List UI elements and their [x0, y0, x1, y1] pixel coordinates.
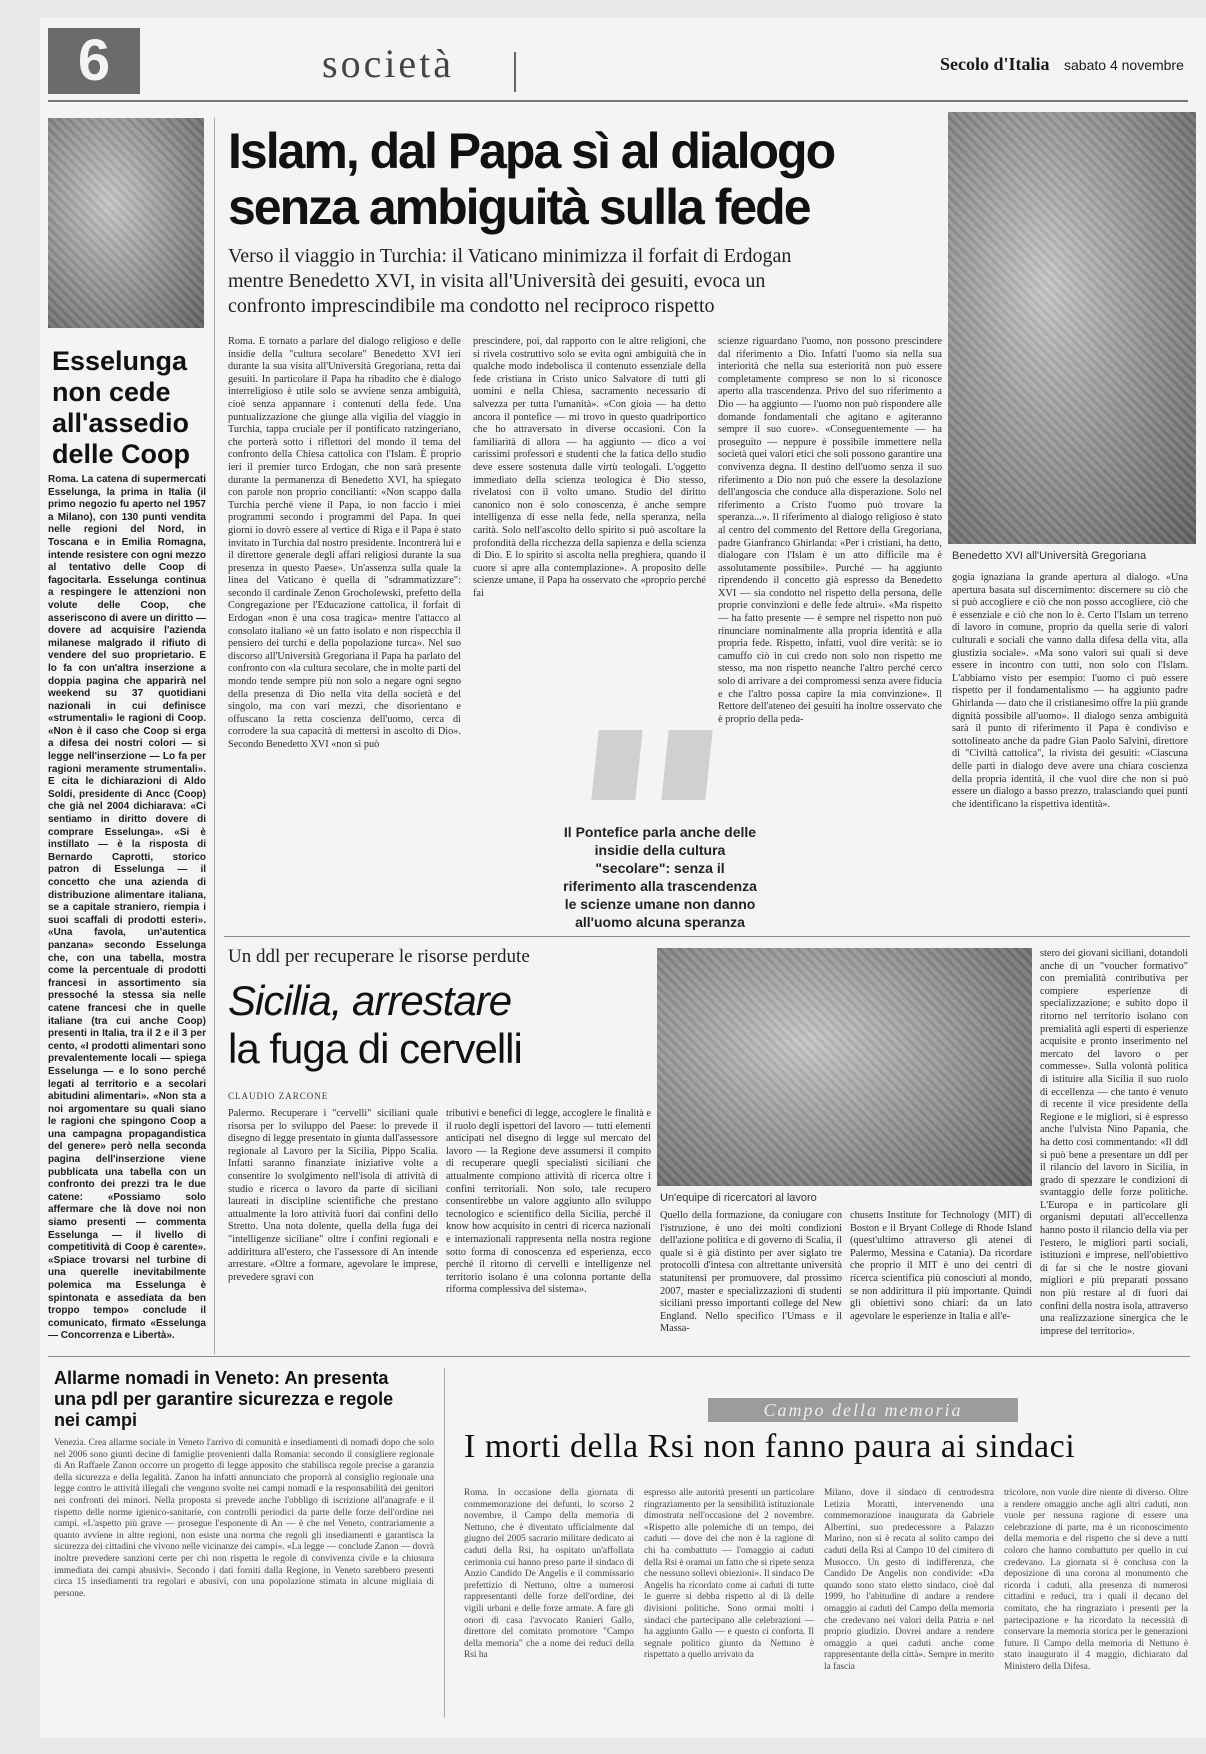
column-divider	[444, 1368, 445, 1718]
newspaper-name: Secolo d'Italia	[940, 54, 1050, 74]
rsi-column-3: Milano, dove il sindaco di centrodestra Letizia Moratti, intervenendo una commemorazione inaugurata da Gabriele Albertini, suo predecessore a Palazzo Marino, non si è recata al solito campo dei caduti della Rsi al Campo 10 del cimitero di Musocco. Un gesto di indifferenza, che Candido De Angelis non condivide: «Da quando sono stato eletto sindaco, cioè dal 1999, ho l'abitudine di andare a rendere omaggio ai caduti del Campo della memoria che credevano nei valori della Patria e nel proprio giudizio. Dovrei andare a rendere omaggio a quei caduti anche come rappresentante della città». Sempre in merito la fascia	[824, 1488, 994, 1672]
lead-column-1: Roma. È tornato a parlare del dialogo religioso e delle insidie della "cultura secolare" Benedetto XVI ieri durante la sua visita all'Università Gregoriana, retta dai gesuiti. In particolare il Papa ha ribadito che è dialogo interreligioso è utile solo se avviene senza ambiguità, cioè senza appannare i contenuti della fede. Una puntualizzazione che giunge alla vigilia del viaggio in Turchia, tappa cruciale per il pontificato ratzingeriano, che porterà sotto i riflettori del mondo il tema del confronto della Chiesa cattolica con l'Islam. È proprio ieri il premier turco Erdogan, che non sarà presente durante la permanenza di Benedetto XVI, ha spiegato con parole non proprio concilianti: «Non scappo dalla Turchia perché viene il Papa, io non faccio i miei programmi secondo i programmi del Papa. In quei giorni io dovrò essere al vertice di Riga e il Papa è stato invitato in Turchia dal nostro presidente. Incontrerà lui e il direttore generale degli affari religiosi durante la sua presenza in questo Paese». Un'assenza sulla quale la linea del Vaticano è quella di "sdrammatizzare": secondo il cardinale Zenon Grocholewski, prefetto della Congregazione per l'Educazione cattolica, il forfait di Erdogan «non è una cosa tragica» mentre l'attacco al consolato italiano «è un fatto isolato e non rispecchia il pensiero dei turchi e della popolazione turca». Nel suo discorso all'Università Gregoriana il Papa ha parlato del confronto con «la cultura secolare, che in molte parti del mondo tende sempre più non solo a negare ogni segno della presenza di Dio nella vita della società e del singolo, ma con vari mezzi, che disorientano e offuscano la retta coscienza dell'uomo, cerca di corrodere la sua capacità di mettersi in ascolto di Dio». Secondo Benedetto XVI «non si può	[228, 336, 461, 750]
esselunga-body: Roma. La catena di supermercati Esselunga, la prima in Italia (il primo negozio fu aperto nel 1957 a Milano), con 130 punti vendita nelle regioni del Nord, in Toscana e in Emilia Romagna, intende resistere con ogni mezzo al tentativo delle Coop di fagocitarla. Esselunga continua a respingere le attenzioni non volute delle Coop, che asseriscono di avere un diritto — dovere ad acquisire l'azienda milanese malgrado il rifiuto di vendere del suo proprietario. E lo fa con un'altra inserzione a doppia pagina che apparirà nel weekend su 37 quotidiani nazionali in cui definisce «strumentali» le ragioni di Coop. «Non è il caso che Coop si erga a difesa dei nostri colori — si legge nell'inserzione — Lo fa per ragioni meramente strumentali». E cita le dichiarazioni di Aldo Soldi, presidente di Ancc (Coop) che già nel 2004 dichiarava: «Ci sentiamo in diritto dovere di comprare Esselunga». «Si è instillato — è la risposta di Bernardo Caprotti, storico patron di Esselunga — il concetto che una azienda di distribuzione alimentare italiana, se a capitale straniero, riempia i suoi scaffali di prodotti esteri». «Una favola, un'autentica panzana» secondo Esselunga che, con una tabella, mostra come la percentuale di prodotti francesi in assortimento sia pressoché la stessa sia nelle catene francesi che in quelle italiane (tra cui anche Coop) presenti in Italia, tra il 2 e il 3 per cento, «I prodotti alimentari sono prevalentemente locali — spiega Esselunga — e lo sono perché legati al territorio e a secolari abitudini alimentari». «Non sta a noi argomentare su quali siano le ragioni che spingono Coop a una campagna propagandistica del genere» però nella seconda pagina dell'inserzione viene pubblicata una tabella con un confronto dei prezzi tra le due catene: «Possiamo solo affermare che là dove noi non siamo presenti — commenta Esselunga — il livello di competitività di Coop è carente». «Spiace trovarsi nel turbine di una querelle inevitabilmente polemica ma Esselunga è spintonata e assediata da ben troppo tempo» conclude il comunicato, firmato «Esselunga — Concorrenza e Libertà».	[48, 474, 206, 1342]
pull-quote: Il Pontefice parla anche delle insidie della cultura "secolare": senza il riferimento alla trascendenza le scienze umane non danno all'uomo alcuna speranza	[563, 824, 757, 930]
section-title: società	[322, 41, 455, 86]
rsi-column-1: Roma. In occasione della giornata di commemorazione dei defunti, lo scorso 2 novembre, il Campo della memoria di Nettuno, che è diventato ufficialmente dal giugno del 2005 sacrario militare dedicato ai caduti della Rsi, ha ospitato un'affollata cerimonia cui hanno preso parte il sindaco di Anzio Candido De Angelis e il commissario prefettizio di Nettuno, oltre a numerosi rappresentanti delle forze dell'ordine, dei vigili urbani e delle forze armate. A fare gli onori di casa l'avvocato Ranieri Gallo, direttore del comitato promotore "Campo della memoria" che a nome dei reduci della Rsi ha	[464, 1488, 634, 1661]
esselunga-headline: Esselunga non cede all'assedio delle Coop	[52, 346, 191, 469]
lead-column-3: scienze riguardano l'uomo, non possono prescindere dal riferimento a Dio. Infatti l'uomo sia nella sua interiorità che nella sua esteriorità non può essere completamente compreso se non lo si riconosce aperto alla trascendenza. Privo del suo riferimento a Dio — ha aggiunto — l'uomo non può rispondere alle domande fondamentali che agitano e agiteranno sempre il suo cuore». «Conseguentemente — ha proseguito — neppure è possibile immettere nella società quei valori etici che soli possono garantire una convivenza degna. Il destino dell'uomo senza il suo riferimento a Dio non può che essere la desolazione dell'angoscia che conduce alla disperazione. Solo nel riferimento a Cristo l'uomo può trovare la speranza...». Il riferimento al dialogo religioso è stato al centro del commento del Rettore della Gregoriana, padre Gianfranco Ghirlanda: «Per i cristiani, ha detto, dialogare con l'Islam è un atto difficile ma è assolutamente possibile». Purché — ha aggiunto riprendendo il concetto già espresso da Benedetto XVI — sia condotto nel rispetto della persona, delle proprie convinzioni e delle fede altrui». «Ma rispetto — ha fatto presente — è sempre nel rispetto non può rinunciare nominalmente alla propria identità e alla propria fede. Rispetto, infatti, vuol dire verità: se io camuffo ciò in cui credo non solo non rispetto me stesso, ma non rispetto neanche l'altro perché cerco solo di arrivare a dei compromessi senza avere fiducia e che l'altro possa capire la mia convinzione». Il Rettore dell'ateneo dei gesuiti ha inoltre osservato che è proprio della peda-	[718, 336, 942, 725]
masthead	[940, 54, 1184, 75]
newspaper-page	[40, 18, 1206, 1738]
section-divider	[224, 936, 1190, 937]
lead-deck: Verso il viaggio in Turchia: il Vaticano minimizza il forfait di Erdogan mentre Benedetto XVI, in visita all'Università dei gesuiti, evoca un confronto imprescindibile ma condotto nel reciproco rispetto	[228, 245, 792, 317]
rsi-headline: I morti della Rsi non fanno paura ai sindaci	[464, 1428, 1076, 1465]
pope-photo	[948, 112, 1196, 544]
researchers-photo	[657, 948, 1032, 1186]
sicilia-column-1: Palermo. Recuperare i "cervelli" siciliani quale risorsa per lo sviluppo del Paese: lo prevede il disegno di legge presentato in giunta dall'assessore regionale al Lavoro per la Sicilia, Pippo Scalia. Infatti saranno finanziate iniziative volte a consentire lo svolgimento nell'isola di attività di studio e ricerca o lavoro da parte di siciliani laureati in discipline scientifiche che prestano attualmente la loro attività fuori dai confini dello Stretto. Una nota dolente, quella della fuga dei "intelligenze siciliane" oltre i confini regionali e addirittura all'estero, che l'assessore di An intende arrestare. «Oltre a formare, agevolare le imprese, prevedere sgravi con	[228, 1108, 438, 1283]
nomadi-headline: Allarme nomadi in Veneto: An presenta una pdl per garantire sicurezza e regole nei campi	[54, 1368, 394, 1430]
sicilia-column-2: tributivi e benefici di legge, accoglere le finalità e il ruolo degli ispettori del lavoro — tutti elementi anticipati nel disegno di legge sul mercato del lavoro — la Regione deve assumersi il compito di recuperare quegli specialisti siciliani che attualmente compiono attività di ricerca oltre i confini territoriali. Non solo, tale recupero consentirebbe un valore aggiunto allo sviluppo tecnologico e scientifico della Sicilia, perché il know how acquisito in centri di ricerca nazionali e internazionali rappresenta nella nostra regione sotto forma di conoscenza ed esperienza, ecco perché il ritorno di cervelli e intelligenze nel territorio isolano è una colonna portante della riforma complessiva del sistema».	[446, 1108, 651, 1296]
sicilia-byline: CLAUDIO ZARCONE	[228, 1091, 329, 1101]
pull-quote-marks	[595, 730, 725, 810]
lead-column-2: prescindere, poi, dal rapporto con le altre religioni, che si rivela costruttivo solo se evita ogni ambiguità che in qualche modo indebolisca il contenuto essenziale della fede cristiana in Cristo unico Salvatore di tutti gli uomini e nella Chiesa, sacramento necessario di salvezza per tutta l'umanità». «Con gioia — ha detto ancora il pontefice — mi trovo in questo quadriportico che ho attraversato in diverse occasioni. Con la familiarità di allora — ha aggiunto — dico a voi carissimi professori e studenti che la fatica dello studio deve essere sostenuta dalle virtù teologali. L'oggetto immediato della scienza teologica è Dio stesso, rivelatosi con il volto umano. Studio del diritto canonico non è solo conoscenza, è anche sempre intelligenza di esse nella fede, nella speranza, nella carità. Solo nell'ascolto dello spirito si può ascoltare la profondità della ricchezza della sapienza e della scienza di Dio. E lo spirito si ascolta nella preghiera, quando il cuore si apre alla contemplazione». A proposito delle scienze umane, il Papa ha osservato che «proprio perché fai	[473, 336, 706, 599]
page-number: 6	[48, 28, 140, 94]
nomadi-body: Venezia. Crea allarme sociale in Veneto l'arrivo di comunità e insediamenti di nomadi dopo che solo nel 2006 sono giunti decine di famiglie provenienti dalla Romania: secondo il consigliere regionale di An Raffaele Zanon occorre un progetto di legge apposito che stabilisca regole precise a garanzia della sicurezza e della legalità. Zanon ha infatti annunciato che proporrà al consiglio regionale una legge contro le attività illegali che vengono svolte nei campi nomadi e la responsabilità dei genitori nei confronti dei minori. Nella proposta si prevede anche l'obbligo di iscrizione all'anagrafe e il rispetto delle norme igienico-sanitarie, con controlli periodici da parte delle forze dell'ordine nei campi. «L'aspetto più grave — prosegue l'esponente di An — è che nel Veneto, contrariamente a quanto avviene in altre regioni, non esiste una norma che regoli gli insediamenti e garantisca la sicurezza dei cittadini che vivono nelle vicinanze dei campi». «La legge — conclude Zanon — dovrà inoltre prevedere sanzioni certe per chi non rispetta le regole di convivenza civile e la chiusura immediata dei campi abusivi». Secondo i dati forniti dalla Regione, in Veneto sarebbero presenti circa 15 insediamenti tra regolari e abusivi, con una popolazione stimata in alcune migliaia di persone.	[54, 1438, 434, 1599]
bottom-divider	[48, 1356, 1190, 1357]
pope-photo-caption: Benedetto XVI all'Università Gregoriana	[952, 550, 1147, 562]
column-divider	[214, 118, 215, 1354]
sicilia-headline-line2: la fuga di cervelli	[228, 1025, 522, 1072]
sicilia-column-5: stero dei giovani siciliani, dotandoli anche di un "voucher formativo" con premialità contributiva per compiere esperienze di specializzazione; e subito dopo il ritorno nel territorio isolano con premialità agli esperti di esperienze acquisite e pronto inserimento nel mercato del lavoro o per commesse». Sulla volontà politica di istituire alla Sicilia il suo ruolo di eccellenza — che tanto è venuto di recente il vice presidente della Regione e le migliori, si è espresso anche l'ulvista Nino Papania, che ha detto così commentando: «Il ddl si può bene a presentare un ddl per il rilancio del lavoro in Sicilia, in grado di spezzare le condizioni di svantaggio delle forze politiche. L'Europa e in particolare gli organismi deputati all'eccellenza hanno posto il rilancio della via per l'estero, le migliori parti sociali, istituzioni e imprese, nell'obiettivo di far si che le nostre giovani migliori e più preparati possano non più restare al di fuori dai confini della nostra isola, attraverso una realizzazione sinergica che le imprese del territorio».	[1040, 948, 1188, 1337]
section-separator	[514, 52, 516, 92]
top-rule	[48, 100, 1188, 102]
lead-headline-line1: Islam, dal Papa sì al dialogo	[228, 123, 835, 179]
sicilia-column-4: chusetts Institute for Technology (MIT) di Boston e il Bryant College di Rhode Island (quest'ultimo attraverso gli atenei di Palermo, Messina e Catania). Da ricordare che proprio il MIT è uno dei centri di ricerca scientifica più conosciuti al mondo, se non addirittura il più importante. Quindi gli obiettivi sono chiari: da un lato agevolare le esperienze in Italia e all'e-	[850, 1210, 1032, 1322]
researchers-photo-caption: Un'equipe di ricercatori al lavoro	[660, 1192, 817, 1204]
rsi-column-2: espresso alle autorità presenti un particolare ringraziamento per la sensibilità istituzionale dimostrata nell'occasione del 2 novembre. «Rispetto alle polemiche di un tempo, dei caduti — dove dei che non è la ragione di chi ha combattuto — l'omaggio ai caduti della Rsi è oramai un fatto che si ripete senza che nessuno sollevi obiezioni». Il sindaco De Angelis ha ricordato come ai caduti di tutte le guerre si debba rispetto al di là delle divisioni politiche. Sono ormai molti i sindaci che partecipano alle celebrazioni — ha aggiunto Gallo — e questo ci conforta. Il segnale politico giunto da Nettuno è rispettato a quello arrivato da	[644, 1488, 814, 1661]
sicilia-headline-line1: Sicilia, arrestare	[228, 977, 512, 1024]
lead-headline-line2: senza ambiguità sulla fede	[228, 179, 810, 235]
sicilia-column-3: Quello della formazione, da coniugare con l'istruzione, è uno dei molti condizioni dell'azione politica e di governo di Scalia, il quale si è già distinto per aver siglato tre protocolli d'intesa con altrettante università statunitensi per promuovere, dal prossimo 2007, master e specializzazioni di studenti siciliani presso importanti college del New England. Nello specifico l'Umass e il Massa-	[660, 1210, 842, 1335]
sicilia-kicker: Un ddl per recuperare le risorse perdute	[228, 946, 530, 967]
issue-date: sabato 4 novembre	[1064, 57, 1184, 73]
rsi-column-4: tricolore, non vuole dire niente di diverso. Oltre a rendere omaggio anche agli altri caduti, non vuole per nessuna ragione di essere una celebrazione di parte, ma è un riconoscimento della memoria e del rispetto che si deve a tutti coloro che hanno combattuto per quello in cui credevano. La giornata si è conclusa con la deposizione di una corona al monumento che ricorda i caduti, alla presenza di numerosi cittadini e reduci, tra i quali il decano del comitato, che ha ringraziato i presenti per la partecipazione e ha ricordato la necessità di conservare la memoria storica per le generazioni future. Il Campo della memoria di Nettuno è stato inaugurato il 4 maggio, dichiarato dal Ministero della Difesa.	[1004, 1488, 1188, 1672]
supermarket-photo	[48, 118, 204, 328]
lead-column-4: gogia ignaziana la grande apertura al dialogo. «Una apertura basata sul discernimento: discernere su ciò che si può accogliere e ciò che non posso accogliere, ciò che è essenziale e ciò che non lo è. Certo l'Islam un terreno di lavoro in comune, proprio da quella serie di valori culturali e sociali che vanno dalla difesa della vita, alla giustizia sociale». «Ma sono valori sui quali si deve essere in incontro con tutti, non solo con l'Islam. L'abbiamo visto per esempio: l'uomo ci può essere rispetto per il fondamentalismo — ha aggiunto padre Ghirlanda — dato che il cristianesimo offre la più grande dignità possibile all'uomo». Il dialogo senza ambiguità sarà il punto di riferimento il Papa è condiviso e sottolineato anche da padre Gian Paolo Salvini, direttore di "Civiltà cattolica", la rivista dei gesuiti: «Ciascuna delle parti in dialogo deve avere una chiara coscienza della propria identità, il che vuol dire che non si può essere un dialogo a basso prezzo, tralasciando quei punti che identificano la rispettiva identità».	[952, 572, 1188, 810]
rsi-banner: Campo della memoria	[708, 1398, 1018, 1422]
